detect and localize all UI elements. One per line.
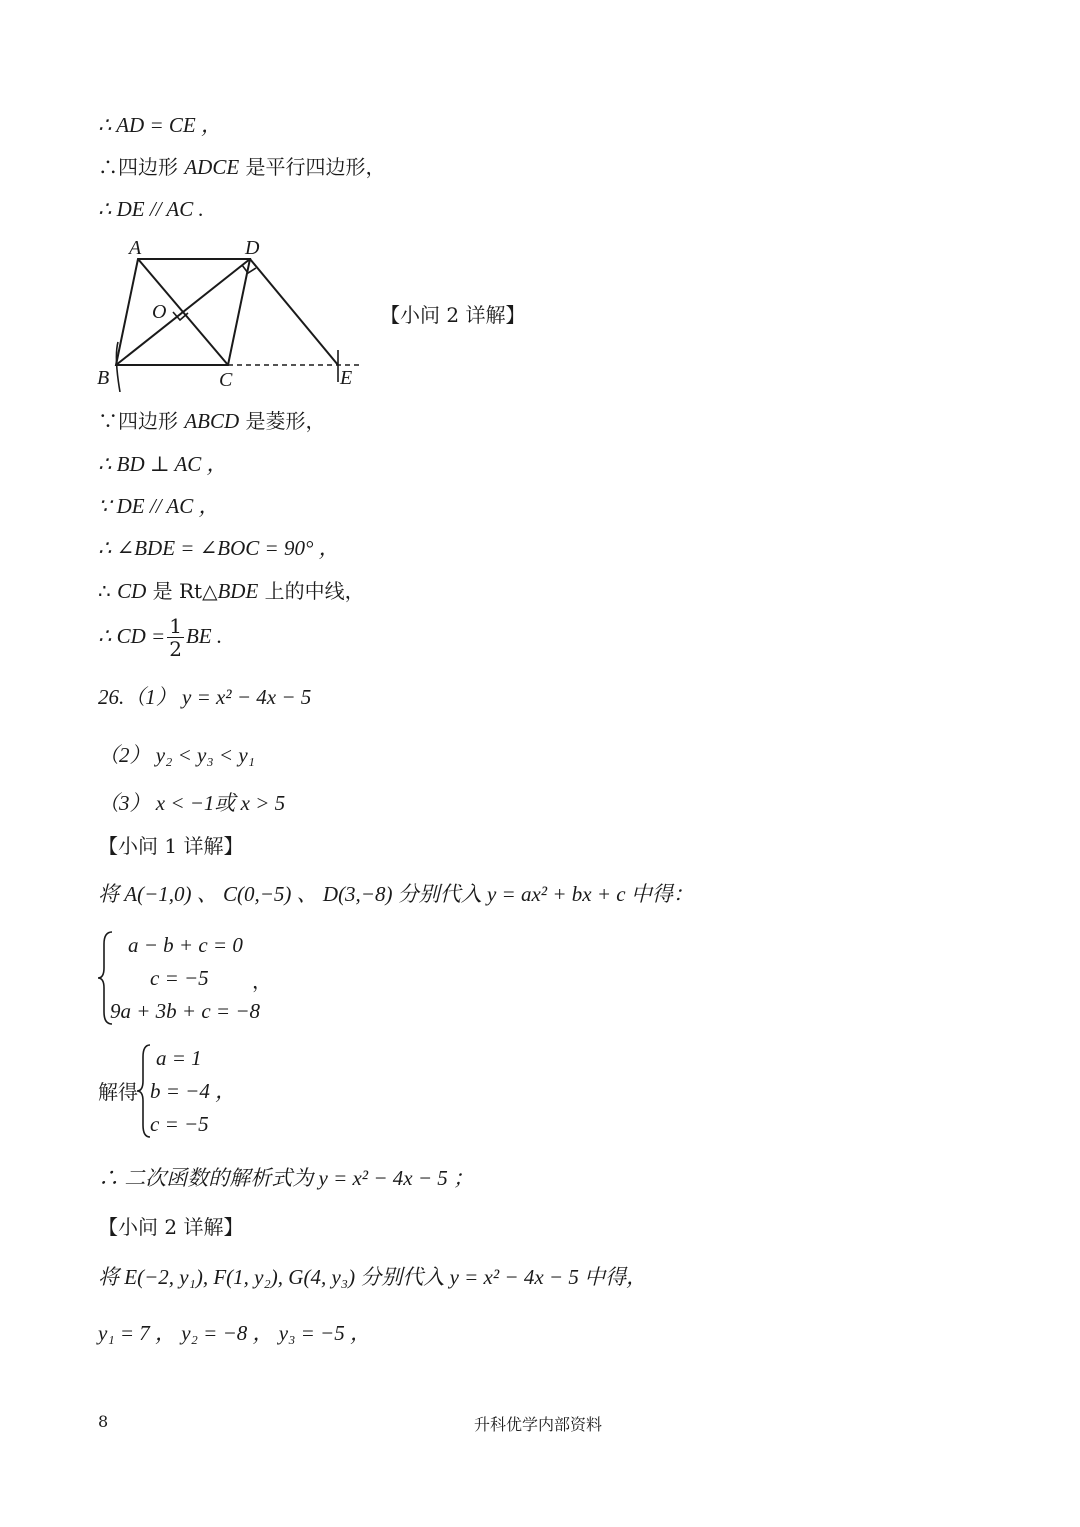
solution-c: c = −5 (150, 1112, 209, 1136)
solution-a: a = 1 (156, 1046, 202, 1070)
system-1-row-2: c = −5 (150, 966, 209, 990)
section-heading-sub2-b: 【小问 2 详解】 (98, 1215, 244, 1239)
proof-line-rhombus: ∵四边形 ABCD 是菱形， (98, 409, 326, 433)
solution-b: b = −4 ， (150, 1079, 237, 1103)
rhombus-figure (90, 232, 380, 392)
footer-source: 升科优学内部资料 (474, 1415, 603, 1434)
label-d: D (245, 237, 260, 259)
conclusion-line: ∴ 二次函数的解析式为 y = x² − 4x − 5 ； (98, 1166, 475, 1190)
label-e: E (340, 367, 353, 389)
substitution-line-2: 将 E(−2, y₁), F(1, y₂), G(4, y₃) 分别代入 y = x² − 4x − 5 中得， (98, 1265, 648, 1289)
proof-line-median: ∴ CD 是 Rt△BDE 上的中线， (98, 579, 365, 603)
proof-line-ad-equals-ce: ∴ AD = CE ， (98, 113, 222, 137)
diagonal-bd (116, 259, 250, 365)
substitution-line-1: 将 A(−1,0) 、 C(0,−5) 、 D(3,−8) 分别代入 y = ax² + bx + c 中得： (98, 882, 694, 906)
proof-line-de-parallel-ac: ∴ DE // AC . (98, 197, 204, 221)
proof-line-de-parallel-ac-2: ∵ DE // AC ， (98, 494, 220, 518)
proof-line-parallelogram: ∴四边形 ADCE 是平行四边形， (98, 155, 386, 179)
values-line: y₁ = 7 ， y₂ = −8 ， y₃ = −5 ， (98, 1321, 371, 1345)
answer-26-3: （3） x < −1或 x > 5 (98, 791, 286, 815)
system-1-comma: ， (252, 969, 272, 993)
label-a: A (129, 237, 142, 259)
fraction-one-half: $\frac{1}{2}$ (169, 614, 182, 661)
system-1-row-1: a − b + c = 0 (128, 933, 243, 957)
proof-line-cd-half-be: ∴ CD = $\frac{1}{2}$ BE . (98, 614, 223, 661)
section-heading-sub1: 【小问 1 详解】 (98, 834, 244, 858)
proof-line-angle-90: ∴ ∠BDE = ∠BOC = 90° ， (98, 536, 340, 560)
system-1-row-3: 9a + 3b + c = −8 (110, 999, 261, 1023)
label-b: B (97, 367, 110, 389)
segment-de (250, 259, 338, 365)
page-number: 8 (98, 1412, 109, 1431)
label-c: C (219, 369, 233, 391)
answer-26-1: 26.（1） y = x² − 4x − 5 (98, 685, 312, 709)
label-o: O (152, 301, 167, 323)
answer-26-2: （2） y₂ < y₃ < y₁ (98, 743, 255, 767)
proof-line-bd-perp-ac: ∴ BD ⊥ AC ， (98, 452, 228, 476)
section-heading-sub2-a: 【小问 2 详解】 (380, 303, 526, 327)
jiede-label: 解得 (98, 1080, 138, 1104)
